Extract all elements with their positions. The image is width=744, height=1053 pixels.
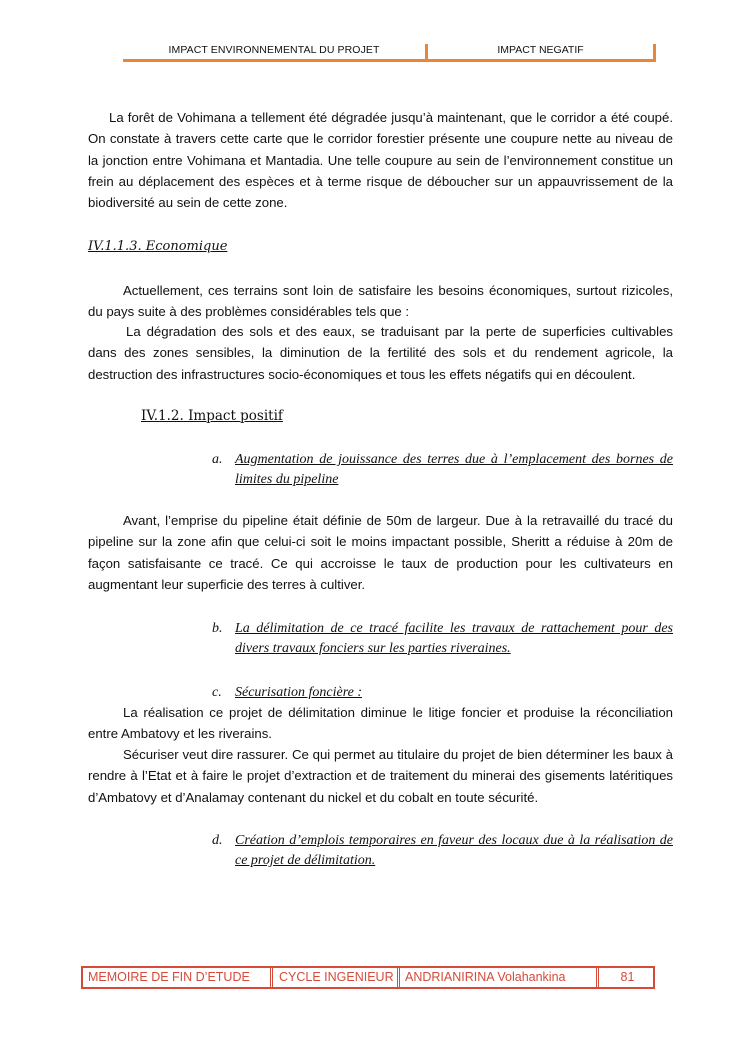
list-item-a bbox=[212, 450, 673, 490]
list-item-b bbox=[212, 619, 673, 659]
paragraph-degradation: La dégradation des sols et des eaux, se traduisant par la perte de superficies cultivables dans des zones sensibles, la diminution de la fertilité des sols et du rendement agricole, la destruction des infrastructures socio-économiques et tous les effets négatifs qui en découlent. bbox=[88, 324, 673, 382]
header-section: IMPACT NEGATIF bbox=[497, 44, 584, 56]
list-item-label: b. bbox=[212, 621, 223, 636]
footer-divider bbox=[596, 968, 599, 987]
header-underline bbox=[123, 59, 656, 62]
heading-economique: IV.1.1.3. Economique bbox=[88, 239, 228, 254]
list-item-text: Sécurisation foncière : bbox=[235, 685, 363, 700]
list-item-text: La délimitation de ce tracé facilite les travaux de rattachement pour des divers travaux fonciers sur les parties riveraines. bbox=[235, 621, 673, 656]
list-item-c bbox=[212, 683, 673, 703]
paragraph-actuellement: Actuellement, ces terrains sont loin de satisfaire les besoins économiques, surtout rizicoles, du pays suite à des problèmes considérables tels que : bbox=[88, 283, 673, 320]
page-footer bbox=[81, 966, 655, 989]
footer-cycle: CYCLE INGENIEUR bbox=[279, 970, 394, 984]
footer-memoire: MEMOIRE DE FIN D’ETUDE bbox=[88, 970, 250, 984]
list-item-label: c. bbox=[212, 685, 222, 700]
header-title: IMPACT ENVIRONNEMENTAL DU PROJET bbox=[168, 44, 380, 56]
footer-page-number: 81 bbox=[620, 970, 635, 984]
page-header bbox=[123, 42, 656, 62]
footer-author: ANDRIANIRINA Volahankina bbox=[405, 970, 566, 984]
paragraph-securiser: Sécuriser veut dire rassurer. Ce qui permet au titulaire du projet de bien déterminer les baux à rendre à l’Etat et à faire le projet d’extraction et de traitement du minerai des gisements latéritiques d’Ambatovy et d’Analamay contenant du nickel et du cobalt en toute sécurité. bbox=[88, 747, 673, 805]
list-item-text: Augmentation de jouissance des terres due à l’emplacement des bornes de limites du pipeline bbox=[235, 452, 673, 487]
paragraph-emprise-pipeline: Avant, l’emprise du pipeline était définie de 50m de largeur. Due à la retravaillé du tracé du pipeline sur la zone afin que celui-ci soit le moins impactant possible, Sheritt a réduise à 20m de façon satisfaisante ce tracé. Ce qui accroisse le taux de production pour les cultivateurs en augmentant leur superficie des terres à cultiver. bbox=[88, 513, 673, 592]
footer-divider bbox=[397, 968, 400, 987]
paragraph-realisation: La réalisation ce projet de délimitation diminue le litige foncier et produise la réconciliation entre Ambatovy et les riverains. bbox=[88, 705, 673, 742]
list-item-d bbox=[212, 831, 673, 871]
list-item-text: Création d’emplois temporaires en faveur des locaux due à la réalisation de ce projet de délimitation. bbox=[235, 833, 673, 868]
list-item-label: a. bbox=[212, 452, 223, 467]
footer-divider bbox=[270, 968, 273, 987]
heading-impact-positif: IV.1.2. Impact positif bbox=[141, 408, 283, 424]
paragraph-vohimana: La forêt de Vohimana a tellement été dégradée jusqu’à maintenant, que le corridor a été coupé. On constate à travers cette carte que le corridor forestier présente une coupure nette au niveau de la jonction entre Vohimana et Mantadia. Une telle coupure au sein de l’environnement constitue un frein au déplacement des espèces et à terme risque de déboucher sur un appauvrissement de la biodiversité au sein de cette zone. bbox=[88, 110, 673, 211]
list-item-label: d. bbox=[212, 833, 223, 848]
